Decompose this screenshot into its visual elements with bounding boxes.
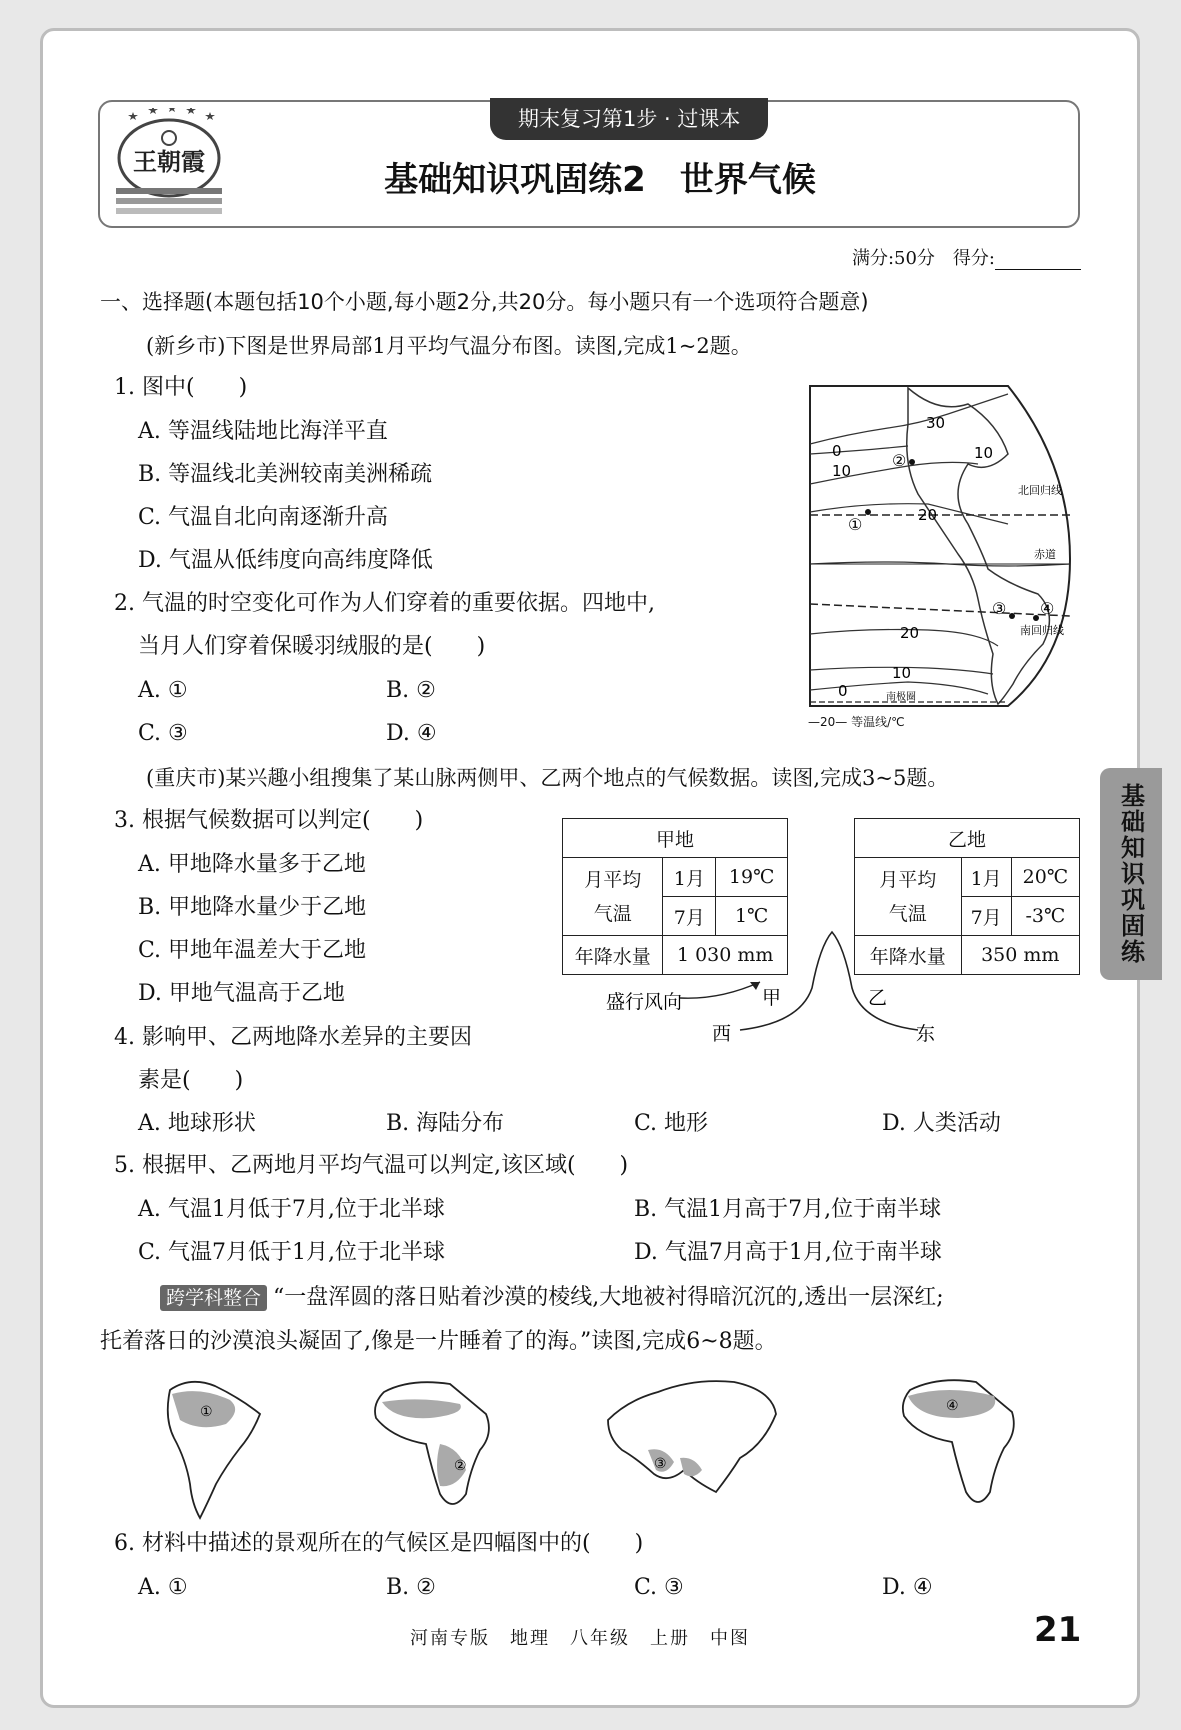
map-south-america [160, 1374, 270, 1522]
point-marker: ② [892, 451, 907, 470]
map-africa-4 [898, 1374, 1026, 1514]
q3-option-c[interactable]: C. 甲地年温差大于乙地 [138, 938, 367, 963]
q6-option-c[interactable]: C. ③ [634, 1575, 684, 1600]
q5-option-b[interactable]: B. 气温1月高于7月,位于南半球 [634, 1197, 942, 1222]
score-label: 满分:50分 得分: [851, 248, 995, 269]
q4-stem-line2: 素是( ) [138, 1068, 244, 1093]
q1-option-c[interactable]: C. 气温自北向南逐渐升高 [138, 505, 389, 530]
q6-option-a[interactable]: A. ① [138, 1575, 188, 1600]
table-title: 乙地 [855, 819, 1080, 858]
isotherm-label: 30 [926, 414, 946, 432]
q3-option-a[interactable]: A. 甲地降水量多于乙地 [138, 852, 366, 877]
tropic-n-label: 北回归线 [1018, 484, 1062, 497]
logo-stars [128, 108, 215, 120]
map-label: ① [200, 1404, 213, 1420]
isotherm-label: 0 [838, 682, 848, 700]
isotherm-label: 10 [974, 444, 994, 462]
row-label: 月平均 气温 [855, 858, 962, 936]
q5-option-c[interactable]: C. 气温7月低于1月,位于北半球 [138, 1240, 446, 1265]
cell-month: 7月 [961, 897, 1011, 936]
table-title: 甲地 [563, 819, 788, 858]
intro-2: (重庆市)某兴趣小组搜集了某山脉两侧甲、乙两个地点的气候数据。读图,完成3~5题。 [146, 766, 949, 790]
isotherm-label: 0 [832, 442, 842, 460]
q5-option-d[interactable]: D. 气温7月高于1月,位于南半球 [634, 1240, 942, 1265]
yi-label: 乙 [868, 987, 888, 1009]
map-asia [604, 1374, 782, 1514]
q5-stem: 5. 根据甲、乙两地月平均气温可以判定,该区域( ) [114, 1153, 629, 1178]
point-marker: ① [848, 515, 863, 534]
q4-option-d[interactable]: D. 人类活动 [882, 1111, 1001, 1136]
tropic-s-label: 南回归线 [1020, 624, 1064, 637]
q2-option-d[interactable]: D. ④ [386, 721, 437, 746]
cell-value: 1 030 mm [663, 936, 788, 975]
cell-month: 1月 [663, 858, 716, 897]
score-line [852, 244, 1081, 270]
east-label: 东 [916, 1023, 936, 1045]
q2-stem-line2: 当月人们穿着保暖羽绒服的是( ) [138, 634, 486, 659]
jia-label: 甲 [762, 987, 782, 1009]
q3-option-d[interactable]: D. 甲地气温高于乙地 [138, 981, 345, 1006]
cell-month: 1月 [961, 858, 1011, 897]
q2-option-a[interactable]: A. ① [138, 678, 188, 703]
q1-option-d[interactable]: D. 气温从低纬度向高纬度降低 [138, 548, 433, 573]
q6-option-b[interactable]: B. ② [386, 1575, 436, 1600]
row-label: 月平均 气温 [563, 858, 663, 936]
logo-text: 王朝霞 [133, 147, 205, 176]
page-number: 21 [1034, 1610, 1082, 1650]
q4-option-a[interactable]: A. 地球形状 [138, 1111, 256, 1136]
isotherm-label: 20 [900, 624, 920, 642]
q6-stem: 6. 材料中描述的景观所在的气候区是四幅图中的( ) [114, 1531, 644, 1556]
isotherm-map [808, 384, 1076, 736]
map1-legend: —20— 等温线/℃ [808, 715, 905, 729]
isotherm-label: 10 [892, 664, 912, 682]
cross-line1 [160, 1284, 944, 1312]
q3-stem: 3. 根据气候数据可以判定( ) [114, 808, 424, 833]
q5-option-a[interactable]: A. 气温1月低于7月,位于北半球 [138, 1197, 445, 1222]
point-marker: ③ [992, 599, 1007, 618]
q4-option-c[interactable]: C. 地形 [634, 1111, 709, 1136]
step-tab: 期末复习第1步 · 过课本 [490, 98, 768, 140]
q4-option-b[interactable]: B. 海陆分布 [386, 1111, 505, 1136]
map-africa-2 [370, 1374, 505, 1514]
mountain-profile [600, 928, 950, 1050]
isotherm-label: 10 [832, 462, 852, 480]
q2-option-c[interactable]: C. ③ [138, 721, 188, 746]
q4-stem-line1: 4. 影响甲、乙两地降水差异的主要因 [114, 1025, 472, 1050]
cell-value: 350 mm [961, 936, 1079, 975]
score-blank[interactable] [995, 252, 1081, 270]
cell-label: 年降水量 [563, 936, 663, 975]
intro-1: (新乡市)下图是世界局部1月平均气温分布图。读图,完成1~2题。 [146, 334, 752, 358]
page-title: 基础知识巩固练2 世界气候 [384, 160, 816, 200]
equator-label: 赤道 [1034, 548, 1056, 561]
publisher-logo [110, 108, 228, 220]
wind-label: 盛行风向 [606, 991, 683, 1013]
map-label: ④ [946, 1398, 959, 1414]
footer: 河南专版 地理 八年级 上册 中图 [410, 1628, 750, 1649]
cross-line2: 托着落日的沙漠浪头凝固了,像是一片睡着了的海。”读图,完成6~8题。 [100, 1329, 777, 1354]
cell-label: 年降水量 [855, 936, 962, 975]
side-tab[interactable]: 基础知识巩固练 [1100, 768, 1162, 980]
point-marker: ④ [1040, 599, 1055, 618]
west-label: 西 [712, 1023, 732, 1045]
q2-option-b[interactable]: B. ② [386, 678, 436, 703]
cross-tag: 跨学科整合 [160, 1285, 267, 1311]
isotherm-label: 20 [918, 506, 938, 524]
section-heading: 一、选择题(本题包括10个小题,每小题2分,共20分。每小题只有一个选项符合题意) [100, 290, 869, 314]
cell-month: 7月 [663, 897, 716, 936]
q6-option-d[interactable]: D. ④ [882, 1575, 933, 1600]
q1-option-b[interactable]: B. 等温线北美洲较南美洲稀疏 [138, 462, 433, 487]
q3-option-b[interactable]: B. 甲地降水量少于乙地 [138, 895, 367, 920]
cell-value: -3℃ [1011, 897, 1079, 936]
q1-option-a[interactable]: A. 等温线陆地比海洋平直 [138, 419, 388, 444]
polar-s-label: 南极圈 [886, 692, 916, 703]
cell-value: 20℃ [1011, 858, 1079, 897]
cell-value: 19℃ [716, 858, 788, 897]
q2-stem-line1: 2. 气温的时空变化可作为人们穿着的重要依据。四地中, [114, 591, 655, 616]
map-label: ③ [654, 1456, 667, 1472]
q1-stem: 1. 图中( ) [114, 375, 248, 400]
map-label: ② [454, 1458, 467, 1474]
cross-text: “一盘浑圆的落日贴着沙漠的棱线,大地被衬得暗沉沉的,透出一层深红; [273, 1285, 944, 1310]
cell-value: 1℃ [716, 897, 788, 936]
